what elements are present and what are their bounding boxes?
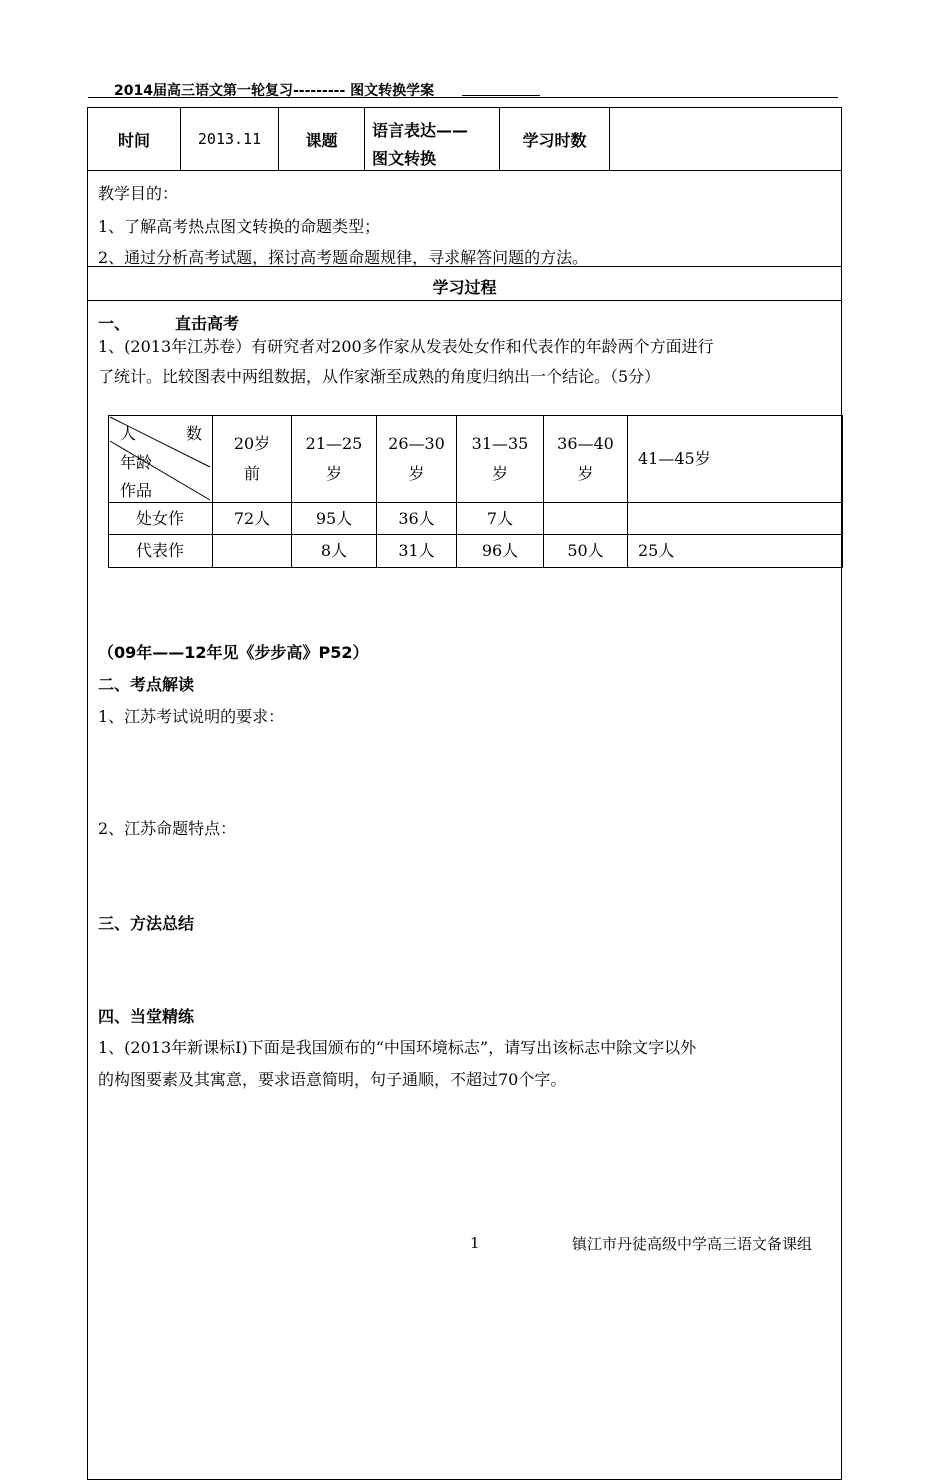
topic-value-line1: 语言表达——: [372, 121, 469, 140]
table-cell: 31人: [398, 541, 435, 560]
column-header-line: 36—40: [557, 433, 614, 453]
process-title-bottom: [87, 300, 842, 301]
section1-number: 一、: [98, 314, 131, 333]
section4-heading: 四、当堂精练: [98, 1007, 195, 1026]
topic-value: [372, 117, 468, 173]
column-header: [292, 415, 376, 502]
topic-value-line2: 图文转换: [372, 149, 437, 168]
section2-item2: 2、江苏命题特点：: [98, 819, 237, 838]
section2-item1: 1、江苏考试说明的要求：: [98, 707, 285, 726]
table-cell: 96人: [481, 541, 519, 560]
column-header-line: 21—25: [305, 433, 363, 453]
study-hours-value: [610, 108, 841, 170]
corner-label-works: 作品: [120, 481, 153, 500]
column-header-line: 26—30: [388, 433, 445, 453]
objectives-bottom: [87, 266, 842, 267]
column-header: [213, 415, 291, 502]
reference-note: （09年——12年见《步步高》P52）: [98, 643, 369, 662]
table-cell: 25人: [638, 541, 675, 560]
process-title: 学习过程: [432, 277, 497, 297]
column-header-line: 41—45岁: [638, 448, 711, 468]
section4-question-line1: 1、(2013年新课标Ⅰ)下面是我国颁布的“中国环境标志”，请写出该标志中除文字以外: [98, 1038, 697, 1057]
section4-question-line2: 的构图要素及其寓意，要求语意简明，句子通顺，不超过70个字。: [98, 1070, 567, 1089]
row-label: 处女作: [135, 508, 184, 528]
column-header: [638, 415, 711, 502]
header-rule: [88, 97, 838, 98]
footer-organization: 镇江市丹徒高级中学高三语文备课组: [572, 1235, 813, 1253]
column-header-line: 岁: [491, 463, 508, 483]
section3-heading: 三、方法总结: [98, 914, 195, 933]
objective-item: 1、了解高考热点图文转换的命题类型；: [98, 217, 381, 236]
table-cell: 8人: [320, 541, 348, 560]
time-value: 2013.11: [197, 130, 262, 148]
document-header-title: 2014届高三语文第一轮复习--------- 图文转换学案: [114, 83, 435, 99]
table-cell: 7人: [486, 508, 514, 528]
objectives-heading: 教学目的：: [98, 184, 179, 203]
table-cell: 72人: [233, 508, 271, 528]
section2-heading: 二、考点解读: [98, 675, 195, 694]
section1-question-line1: 1、(2013年江苏卷）有研究者对200多作家从发表处女作和代表作的年龄两个方面进行: [98, 337, 714, 356]
study-hours-label: 学习时数: [522, 130, 587, 150]
corner-label-count: 数: [186, 424, 203, 443]
table-cell: 50人: [567, 541, 604, 560]
column-header-line: 岁: [408, 463, 425, 483]
column-header-line: 20岁: [233, 433, 271, 453]
column-header-line: 前: [243, 463, 260, 483]
header-underline: [462, 95, 540, 96]
column-header: [457, 415, 543, 502]
time-label: 时间: [117, 130, 150, 150]
info-divider: [364, 107, 365, 170]
table-cell: 36人: [398, 508, 435, 528]
section1-question-line2: 了统计。比较图表中两组数据，从作家渐至成熟的角度归纳出一个结论。（5分）: [98, 367, 661, 386]
column-header-line: 岁: [577, 463, 594, 483]
table-cell: [544, 503, 627, 534]
column-header: [544, 415, 627, 502]
corner-label-people: 人: [120, 424, 137, 443]
topic-label: 课题: [305, 130, 338, 150]
objective-item: 2、通过分析高考试题，探讨高考题命题规律，寻求解答问题的方法。: [98, 248, 589, 267]
column-header: [377, 415, 456, 502]
table-cell: 95人: [315, 508, 353, 528]
row-label: 代表作: [135, 541, 184, 560]
table-cell: [213, 535, 291, 567]
column-header-line: 岁: [325, 463, 342, 483]
column-header-line: 31—35: [471, 433, 529, 453]
age-statistics-table: [108, 415, 843, 568]
section1-heading: 直击高考: [175, 314, 240, 333]
page-number: 1: [470, 1234, 480, 1252]
corner-label-age: 年龄: [120, 453, 153, 472]
